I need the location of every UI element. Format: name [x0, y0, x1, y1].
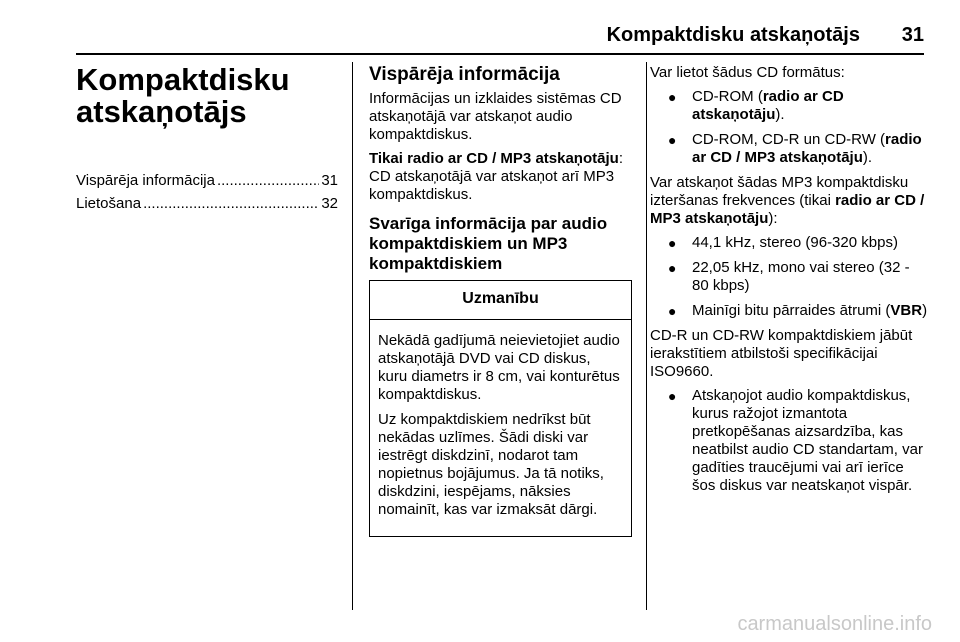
toc-leader [143, 195, 319, 213]
paragraph: Var atskaņot šādas MP3 kompaktdisku izteršanas frekvences (tikai radio ar CD / MP3 atskaņotāju): [650, 174, 925, 227]
column-1 [76, 64, 338, 218]
subsection-heading: Svarīga informācija par audio kompaktdiskiem un MP3 kompaktdiskiem [369, 214, 608, 273]
table-of-contents [76, 172, 338, 213]
paragraph: Var lietot šādus CD formātus: [650, 64, 845, 81]
caution-body [370, 320, 631, 536]
toc-label: Vispārēja informācija [76, 172, 215, 189]
list-item: ● CD-ROM (radio ar CD atskaņotāju). [668, 88, 844, 123]
bullet-icon: ● [668, 260, 677, 276]
frequency-list [650, 234, 930, 320]
caution-paragraph: Nekādā gadījumā neievietojiet audio atskaņotājā DVD vai CD diskus, kuru diametrs ir 8 cm, vai konturētus kompaktdiskus. [378, 332, 620, 403]
caution-box [369, 280, 632, 537]
bullet-icon: ● [668, 388, 677, 404]
bullet-icon: ● [668, 235, 677, 251]
toc-page: 31 [321, 172, 338, 189]
toc-label: Lietošana [76, 195, 142, 212]
section-heading: Vispārēja informācija [369, 64, 560, 85]
format-list [650, 88, 930, 167]
caution-paragraph: Uz kompaktdiskiem nedrīkst būt nekādas uzlīmes. Šādi diski var iestrēgt diskdzinī, nodarot tam nopietnus bojājumus. Ja tā notiks, diskdzini, iespējams, nāksies nomainīt, kas var izmaksāt dārgi. [378, 411, 604, 518]
page-number: 31 [901, 24, 924, 46]
list-item: ● 44,1 kHz, stereo (96-320 kbps) [668, 234, 898, 251]
bullet-icon: ● [668, 89, 677, 105]
column-3 [650, 64, 930, 502]
note-list [650, 387, 930, 495]
bullet-icon: ● [668, 303, 677, 319]
list-item: ● Atskaņojot audio kompaktdiskus, kurus ražojot izmantota pretkopēšanas aizsardzība, kas neatbilst audio CD standartam, var gadīties traucējumi vai arī ierīce šos diskus var neatskaņot vispār. [668, 387, 923, 494]
paragraph: Informācijas un izklaides sistēmas CD atskaņotājā var atskaņot audio kompaktdiskus. [369, 90, 622, 143]
column-2 [369, 64, 632, 537]
column-divider-1 [352, 62, 353, 610]
column-divider-2 [646, 62, 647, 610]
watermark: carmanualsonline.info [737, 613, 932, 635]
caution-title: Uzmanību [370, 281, 631, 320]
toc-entry[interactable] [76, 172, 338, 190]
toc-page: 32 [321, 195, 338, 212]
list-item: ● CD-ROM, CD-R un CD-RW (radio ar CD / MP3 atskaņotāju). [668, 131, 922, 166]
list-item: ● Mainīgi bitu pārraides ātrumi (VBR) [668, 302, 928, 319]
toc-entry[interactable] [76, 195, 338, 213]
header-title: Kompaktdisku atskaņotājs [606, 24, 860, 46]
bullet-icon: ● [668, 132, 677, 148]
paragraph: Tikai radio ar CD / MP3 atskaņotāju: CD atskaņotājā var atskaņot arī MP3 kompaktdiskus. [369, 150, 623, 203]
header-rule [76, 53, 924, 55]
list-item: ● 22,05 kHz, mono vai stereo (32 - 80 kbps) [668, 259, 910, 294]
paragraph: CD-R un CD-RW kompaktdiskiem jābūt ierakstītiem atbilstoši specifikācijai ISO9660. [650, 327, 913, 380]
toc-leader [217, 172, 319, 190]
chapter-title: Kompaktdisku atskaņotājs [76, 62, 290, 129]
